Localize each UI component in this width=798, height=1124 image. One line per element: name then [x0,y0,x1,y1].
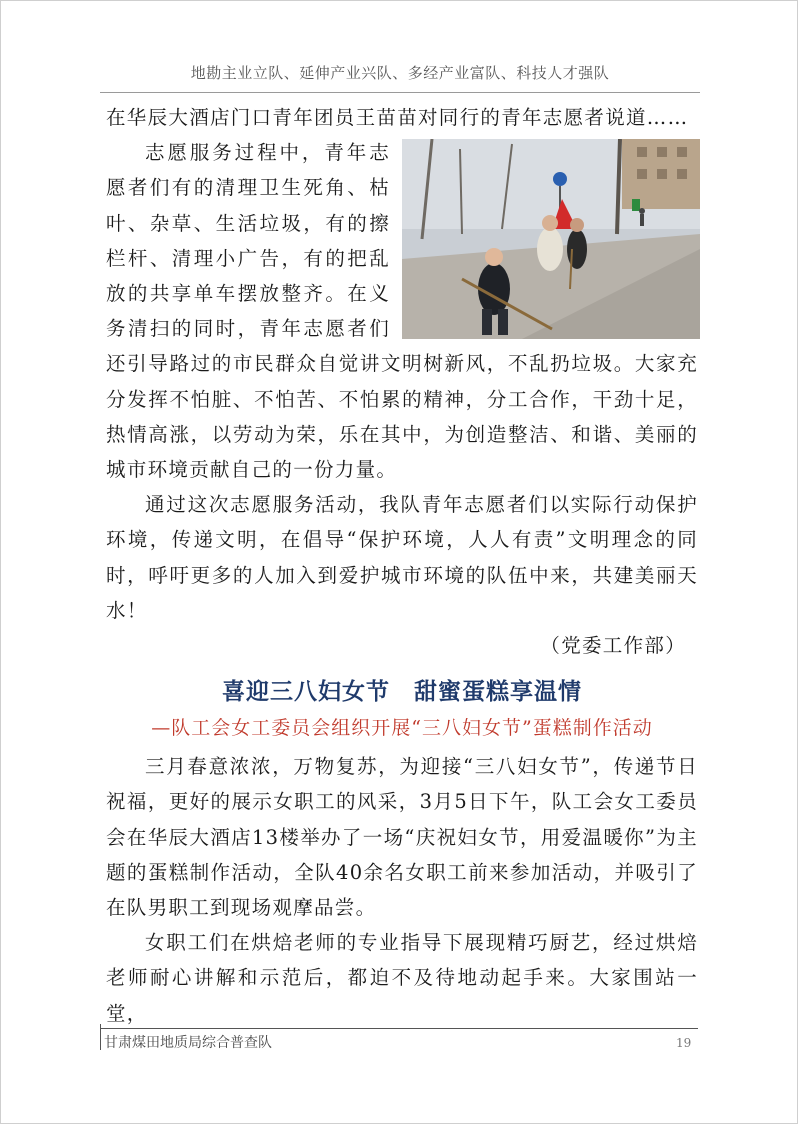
page-content [106,100,698,1031]
article-subheadline: —队工会女工委员会组织开展“三八妇女节”蛋糕制作活动 [151,717,653,740]
running-header: 地勘主业立队、延伸产业兴队、多经产业富队、科技人才强队 [190,64,610,82]
paragraph-text: 志愿服务过程中，青年志愿者们有的清理卫生死角、枯叶、杂草、生活垃圾，有的擦栏杆、清理小广告，有的把乱放的共享单车摆放整齐。在义务清扫的同时，青年志愿者们还引导路过的市民群众自觉讲文明树新风，不乱扔垃圾。大家充分发挥不怕脏、不怕苦、不怕累的精神，分工合作，干劲十足，热情高涨，以劳动为荣，乐在其中，为创造整洁、和谐、美丽的城市环境贡献自己的一份力量。 [106,141,698,482]
department-signature: （党委工作部） [540,634,686,658]
article-headline: 喜迎三八妇女节 甜蜜蛋糕享温情 [222,678,582,706]
paragraph: 通过这次志愿服务活动，我队青年志愿者们以实际行动保护环境，传递文明，在倡导“保护环境，人人有责”文明理念的同时，呼吁更多的人加入到爱护城市环境的队伍中来，共建美丽天水！ [106,493,698,622]
footer-rule [100,1028,698,1029]
header-rule [100,92,700,93]
paragraph: 在华辰大酒店门口青年团员王苗苗对同行的青年志愿者说道…… [106,106,689,129]
page-number: 19 [676,1036,692,1050]
paragraph: 三月春意浓浓，万物复苏，为迎接“三八妇女节”，传递节日祝福，更好的展示女职工的风采，3月5日下午，队工会女工委员会在华辰大酒店13楼举办了一场“庆祝妇女节，用爱温暖你”为主题的蛋糕制作活动，全队40余名女职工前来参加活动，并吸引了在队男职工到现场观摩品尝。 [106,755,698,920]
paragraph-with-photo [106,135,698,487]
footer-organization: 甘肃煤田地质局综合普查队 [104,1035,272,1051]
volunteer-cleaning-photo [402,139,700,339]
paragraph: 女职工们在烘焙老师的专业指导下展现精巧厨艺，经过烘焙老师耐心讲解和示范后，都迫不及待地动起手来。大家围站一堂， [106,931,698,1025]
